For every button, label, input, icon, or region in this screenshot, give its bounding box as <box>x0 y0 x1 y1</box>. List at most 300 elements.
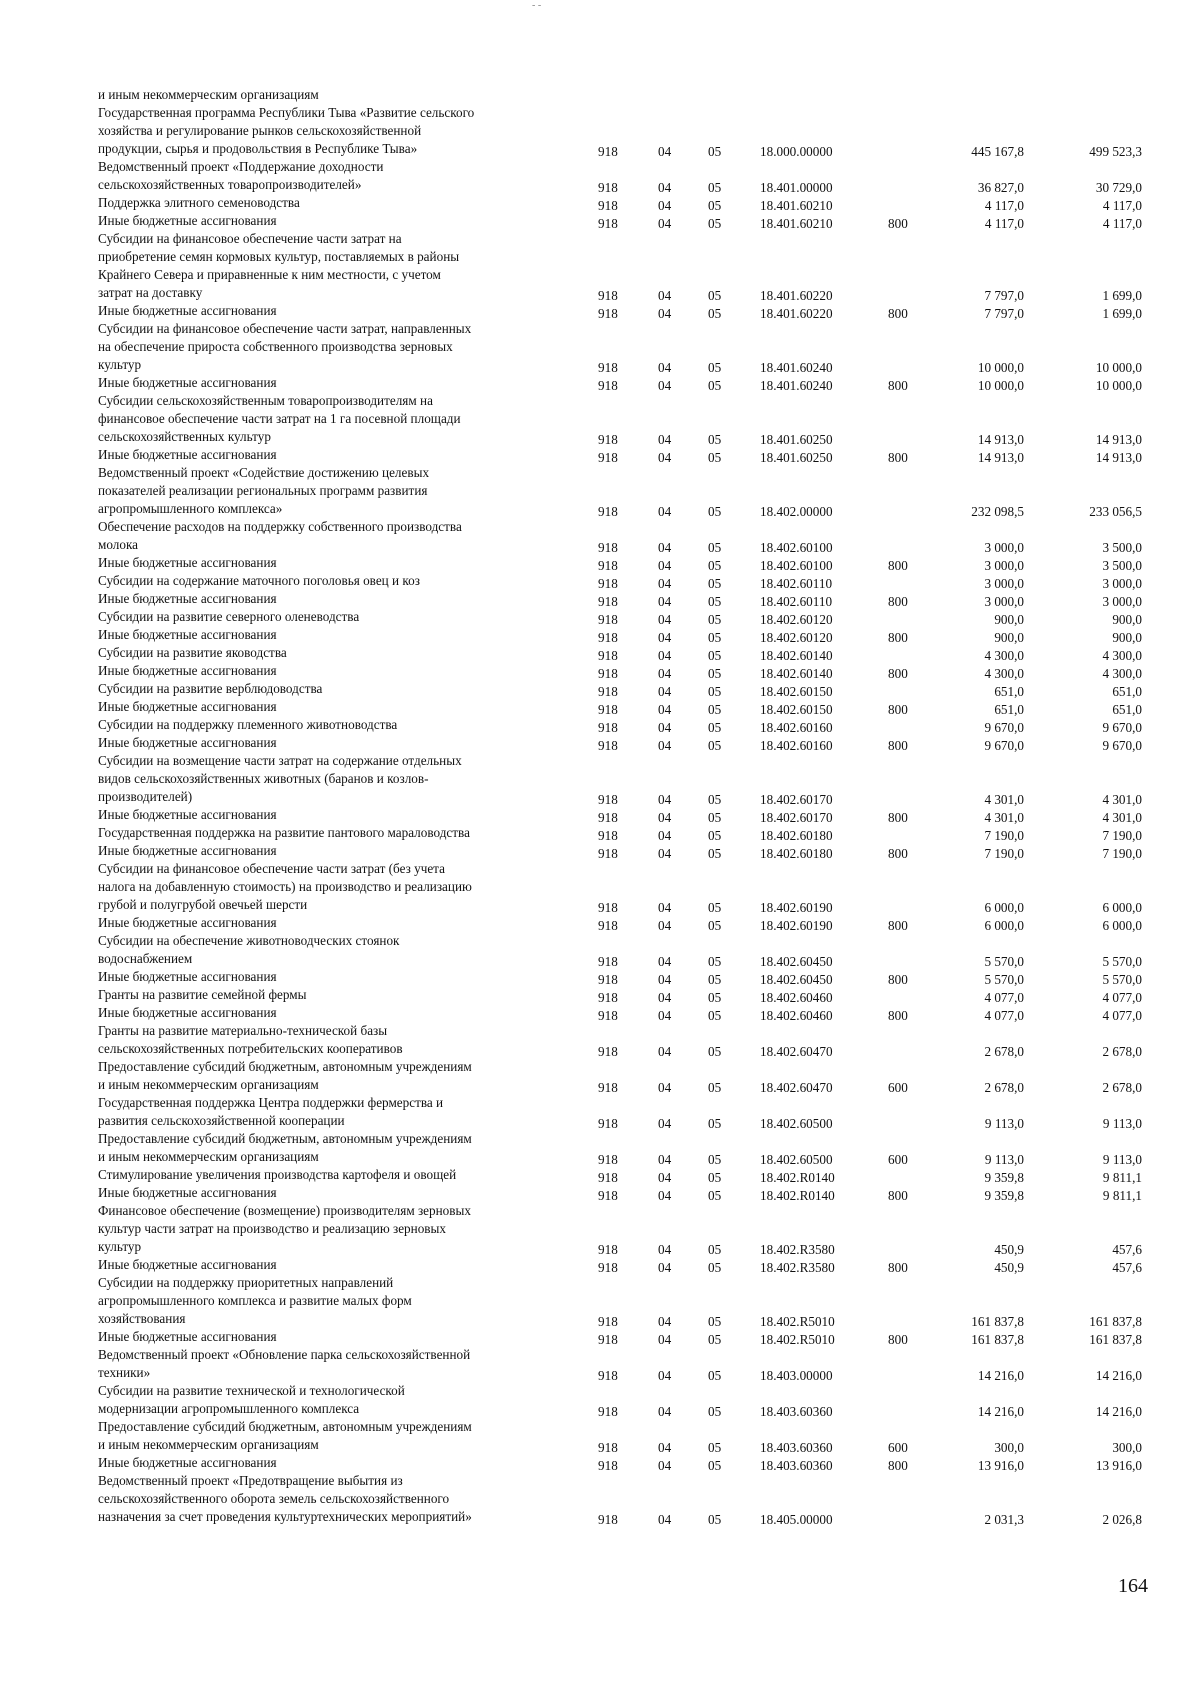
row-name-line: Государственная поддержка Центра поддержки фермерства и <box>98 1095 444 1110</box>
vr-cell: 800 <box>888 810 908 825</box>
gr-cell: 918 <box>598 846 618 861</box>
amount-year1-cell: 900,0 <box>994 612 1024 627</box>
cs-cell: 18.402.60160 <box>760 720 833 735</box>
row-name-line: сельскохозяйственных товаропроизводителей» <box>98 177 362 192</box>
table-row <box>0 968 1200 986</box>
gr-cell: 918 <box>598 1458 618 1473</box>
cs-cell: 18.402.60110 <box>760 594 833 609</box>
row-name-line: Иные бюджетные ассигнования <box>98 627 277 642</box>
row-name-line: Иные бюджетные ассигнования <box>98 699 277 714</box>
table-row <box>0 392 1200 446</box>
amount-year2-cell: 10 000,0 <box>1095 360 1142 375</box>
cs-cell: 18.402.60150 <box>760 684 833 699</box>
row-name-line: и иным некоммерческим организациям <box>98 87 319 102</box>
row-name-line: Гранты на развитие материально-технической базы <box>98 1023 388 1038</box>
amount-year2-cell: 4 300,0 <box>1102 666 1142 681</box>
row-name <box>98 1382 578 1418</box>
row-name-line: Крайнего Севера и приравненные к ним местности, с учетом <box>98 267 441 282</box>
amount-year2-cell: 900,0 <box>1112 612 1142 627</box>
row-name-line: Государственная поддержка на развитие пантового мараловодства <box>98 825 470 840</box>
cs-cell: 18.402.60180 <box>760 828 833 843</box>
rz-cell: 04 <box>658 990 672 1005</box>
row-name-line: Ведомственный проект «Обновление парка сельскохозяйственной <box>98 1347 471 1362</box>
rz-cell: 04 <box>658 612 672 627</box>
row-name-line: продукции, сырья и продовольствия в Республике Тыва» <box>98 141 418 156</box>
amount-year1-cell: 3 000,0 <box>984 558 1024 573</box>
pr-cell: 05 <box>708 612 722 627</box>
gr-cell: 918 <box>598 1368 618 1383</box>
row-name-line: Субсидии на развитие верблюдоводства <box>98 681 323 696</box>
cs-cell: 18.402.60470 <box>760 1044 833 1059</box>
amount-year1-cell: 9 113,0 <box>984 1116 1024 1131</box>
cs-cell: 18.402.60160 <box>760 738 833 753</box>
cs-cell: 18.405.00000 <box>760 1512 833 1527</box>
amount-year1-cell: 36 827,0 <box>977 180 1024 195</box>
vr-cell: 800 <box>888 630 908 645</box>
row-name <box>98 842 578 860</box>
pr-cell: 05 <box>708 990 722 1005</box>
table-row <box>0 1274 1200 1328</box>
vr-cell: 800 <box>888 558 908 573</box>
rz-cell: 04 <box>658 378 672 393</box>
rz-cell: 04 <box>658 1008 672 1023</box>
amount-year2-cell: 9 113,0 <box>1102 1152 1142 1167</box>
table-row <box>0 716 1200 734</box>
amount-year1-cell: 4 300,0 <box>984 666 1024 681</box>
amount-year1-cell: 7 797,0 <box>984 288 1024 303</box>
row-name-line: сельскохозяйственных потребительских кооперативов <box>98 1041 403 1056</box>
amount-year1-cell: 3 000,0 <box>984 540 1024 555</box>
row-name-line: молока <box>98 537 139 552</box>
row-name <box>98 374 578 392</box>
pr-cell: 05 <box>708 450 722 465</box>
pr-cell: 05 <box>708 792 722 807</box>
row-name <box>98 1346 578 1382</box>
cs-cell: 18.000.00000 <box>760 144 833 159</box>
amount-year1-cell: 3 000,0 <box>984 576 1024 591</box>
pr-cell: 05 <box>708 360 722 375</box>
gr-cell: 918 <box>598 1044 618 1059</box>
rz-cell: 04 <box>658 360 672 375</box>
table-row <box>0 626 1200 644</box>
table-row <box>0 1472 1200 1526</box>
gr-cell: 918 <box>598 1170 618 1185</box>
table-row <box>0 1454 1200 1472</box>
amount-year1-cell: 2 031,3 <box>984 1512 1024 1527</box>
row-name-line: хозяйствования <box>98 1311 186 1326</box>
amount-year1-cell: 4 117,0 <box>984 216 1024 231</box>
amount-year1-cell: 300,0 <box>994 1440 1024 1455</box>
amount-year2-cell: 3 000,0 <box>1102 594 1142 609</box>
amount-year1-cell: 2 678,0 <box>984 1044 1024 1059</box>
gr-cell: 918 <box>598 1314 618 1329</box>
pr-cell: 05 <box>708 1008 722 1023</box>
gr-cell: 918 <box>598 1512 618 1527</box>
gr-cell: 918 <box>598 594 618 609</box>
row-name-line: агропромышленного комплекса и развитие малых форм <box>98 1293 412 1308</box>
pr-cell: 05 <box>708 738 722 753</box>
vr-cell: 800 <box>888 702 908 717</box>
gr-cell: 918 <box>598 1152 618 1167</box>
row-name <box>98 662 578 680</box>
rz-cell: 04 <box>658 918 672 933</box>
pr-cell: 05 <box>708 846 722 861</box>
gr-cell: 918 <box>598 1260 618 1275</box>
table-row <box>0 824 1200 842</box>
cs-cell: 18.401.60250 <box>760 450 833 465</box>
pr-cell: 05 <box>708 972 722 987</box>
rz-cell: 04 <box>658 1260 672 1275</box>
pr-cell: 05 <box>708 144 722 159</box>
rz-cell: 04 <box>658 594 672 609</box>
table-row <box>0 1328 1200 1346</box>
amount-year2-cell: 651,0 <box>1112 684 1142 699</box>
gr-cell: 918 <box>598 288 618 303</box>
rz-cell: 04 <box>658 144 672 159</box>
amount-year2-cell: 5 570,0 <box>1102 954 1142 969</box>
amount-year1-cell: 4 077,0 <box>984 1008 1024 1023</box>
amount-year2-cell: 14 216,0 <box>1095 1404 1142 1419</box>
amount-year1-cell: 10 000,0 <box>977 360 1024 375</box>
rz-cell: 04 <box>658 216 672 231</box>
amount-year2-cell: 1 699,0 <box>1102 288 1142 303</box>
pr-cell: 05 <box>708 576 722 591</box>
gr-cell: 918 <box>598 972 618 987</box>
amount-year2-cell: 3 500,0 <box>1102 558 1142 573</box>
row-name-line: хозяйства и регулирование рынков сельскохозяйственной <box>98 123 422 138</box>
amount-year2-cell: 4 117,0 <box>1102 216 1142 231</box>
amount-year2-cell: 2 678,0 <box>1102 1080 1142 1095</box>
amount-year2-cell: 2 026,8 <box>1102 1512 1142 1527</box>
rz-cell: 04 <box>658 702 672 717</box>
table-row <box>0 464 1200 518</box>
amount-year2-cell: 651,0 <box>1112 702 1142 717</box>
rz-cell: 04 <box>658 504 672 519</box>
row-name-line: Иные бюджетные ассигнования <box>98 375 277 390</box>
table-row <box>0 662 1200 680</box>
row-name-line: агропромышленного комплекса» <box>98 501 283 516</box>
cs-cell: 18.402.60460 <box>760 990 833 1005</box>
pr-cell: 05 <box>708 540 722 555</box>
amount-year2-cell: 3 500,0 <box>1102 540 1142 555</box>
gr-cell: 918 <box>598 1440 618 1455</box>
row-name-line: Иные бюджетные ассигнования <box>98 663 277 678</box>
pr-cell: 05 <box>708 216 722 231</box>
table-row <box>0 1202 1200 1256</box>
gr-cell: 918 <box>598 702 618 717</box>
amount-year1-cell: 5 570,0 <box>984 954 1024 969</box>
amount-year2-cell: 4 300,0 <box>1102 648 1142 663</box>
gr-cell: 918 <box>598 900 618 915</box>
table-row <box>0 572 1200 590</box>
rz-cell: 04 <box>658 1188 672 1203</box>
cs-cell: 18.402.60100 <box>760 558 833 573</box>
row-name-line: Субсидии сельскохозяйственным товаропроизводителям на <box>98 393 433 408</box>
amount-year1-cell: 900,0 <box>994 630 1024 645</box>
table-row <box>0 320 1200 374</box>
row-name-line: и иным некоммерческим организациям <box>98 1437 319 1452</box>
gr-cell: 918 <box>598 684 618 699</box>
gr-cell: 918 <box>598 558 618 573</box>
gr-cell: 918 <box>598 504 618 519</box>
cs-cell: 18.402.60100 <box>760 540 833 555</box>
rz-cell: 04 <box>658 198 672 213</box>
row-name-line: финансовое обеспечение части затрат на 1 га посевной площади <box>98 411 461 426</box>
cs-cell: 18.402.R5010 <box>760 1314 835 1329</box>
amount-year2-cell: 10 000,0 <box>1095 378 1142 393</box>
row-name-line: Предоставление субсидий бюджетным, автономным учреждениям <box>98 1131 472 1146</box>
pr-cell: 05 <box>708 918 722 933</box>
cs-cell: 18.401.60250 <box>760 432 833 447</box>
row-name-line: Субсидии на финансовое обеспечение части затрат (без учета <box>98 861 445 876</box>
amount-year1-cell: 14 913,0 <box>977 432 1024 447</box>
row-name-line: модернизации агропромышленного комплекса <box>98 1401 360 1416</box>
gr-cell: 918 <box>598 918 618 933</box>
pr-cell: 05 <box>708 1242 722 1257</box>
page-number: 164 <box>1118 1575 1148 1597</box>
row-name-line: Гранты на развитие семейной фермы <box>98 987 307 1002</box>
pr-cell: 05 <box>708 810 722 825</box>
row-name <box>98 1184 578 1202</box>
row-name <box>98 230 578 302</box>
pr-cell: 05 <box>708 1332 722 1347</box>
vr-cell: 800 <box>888 306 908 321</box>
row-name-line: сельскохозяйственного оборота земель сельскохозяйственного <box>98 1491 450 1506</box>
cs-cell: 18.402.60460 <box>760 1008 833 1023</box>
row-name-line: Иные бюджетные ассигнования <box>98 915 277 930</box>
row-name-line: Иные бюджетные ассигнования <box>98 969 277 984</box>
cs-cell: 18.402.60180 <box>760 846 833 861</box>
gr-cell: 918 <box>598 306 618 321</box>
row-name <box>98 1058 578 1094</box>
row-name-line: затрат на доставку <box>98 285 203 300</box>
table-row <box>0 734 1200 752</box>
cs-cell: 18.401.60210 <box>760 198 833 213</box>
row-name <box>98 644 578 662</box>
vr-cell: 600 <box>888 1152 908 1167</box>
amount-year1-cell: 13 916,0 <box>977 1458 1024 1473</box>
vr-cell: 600 <box>888 1080 908 1095</box>
table-row <box>0 374 1200 392</box>
row-name-line: Субсидии на финансовое обеспечение части затрат на <box>98 231 402 246</box>
amount-year1-cell: 5 570,0 <box>984 972 1024 987</box>
cs-cell: 18.403.00000 <box>760 1368 833 1383</box>
rz-cell: 04 <box>658 792 672 807</box>
row-name-line: Обеспечение расходов на поддержку собственного производства <box>98 519 462 534</box>
gr-cell: 918 <box>598 738 618 753</box>
row-name-line: Ведомственный проект «Поддержание доходности <box>98 159 384 174</box>
table-row <box>0 986 1200 1004</box>
gr-cell: 918 <box>598 720 618 735</box>
row-name-line: Субсидии на развитие северного оленеводства <box>98 609 360 624</box>
cs-cell: 18.402.R3580 <box>760 1260 835 1275</box>
cs-cell: 18.401.60220 <box>760 306 833 321</box>
row-name-line: Иные бюджетные ассигнования <box>98 1329 277 1344</box>
rz-cell: 04 <box>658 1152 672 1167</box>
vr-cell: 800 <box>888 216 908 231</box>
row-name-line: Субсидии на поддержку приоритетных направлений <box>98 1275 394 1290</box>
table-row <box>0 1022 1200 1058</box>
amount-year1-cell: 14 216,0 <box>977 1368 1024 1383</box>
amount-year1-cell: 14 913,0 <box>977 450 1024 465</box>
cs-cell: 18.402.60110 <box>760 576 833 591</box>
vr-cell: 800 <box>888 1188 908 1203</box>
pr-cell: 05 <box>708 1044 722 1059</box>
row-name <box>98 104 578 158</box>
pr-cell: 05 <box>708 288 722 303</box>
amount-year1-cell: 651,0 <box>994 702 1024 717</box>
table-row <box>0 590 1200 608</box>
row-name-line: Иные бюджетные ассигнования <box>98 807 277 822</box>
gr-cell: 918 <box>598 1008 618 1023</box>
row-name-line: культур части затрат на производство и реализацию зерновых <box>98 1221 446 1236</box>
amount-year1-cell: 7 190,0 <box>984 828 1024 843</box>
gr-cell: 918 <box>598 576 618 591</box>
row-name <box>98 1166 578 1184</box>
gr-cell: 918 <box>598 540 618 555</box>
amount-year2-cell: 161 837,8 <box>1089 1332 1142 1347</box>
gr-cell: 918 <box>598 1332 618 1347</box>
table-row <box>0 446 1200 464</box>
amount-year1-cell: 4 300,0 <box>984 648 1024 663</box>
cs-cell: 18.401.60220 <box>760 288 833 303</box>
pr-cell: 05 <box>708 648 722 663</box>
table-row <box>0 1346 1200 1382</box>
row-name-line: Иные бюджетные ассигнования <box>98 213 277 228</box>
cs-cell: 18.402.60170 <box>760 792 833 807</box>
row-name-line: Субсидии на развитие технической и технологической <box>98 1383 405 1398</box>
gr-cell: 918 <box>598 666 618 681</box>
cs-cell: 18.402.60190 <box>760 900 833 915</box>
amount-year1-cell: 9 113,0 <box>984 1152 1024 1167</box>
row-name-line: Ведомственный проект «Содействие достижению целевых <box>98 465 430 480</box>
rz-cell: 04 <box>658 306 672 321</box>
cs-cell: 18.402.60450 <box>760 972 833 987</box>
amount-year1-cell: 450,9 <box>994 1260 1024 1275</box>
row-name-line: на обеспечение прироста собственного производства зерновых <box>98 339 453 354</box>
gr-cell: 918 <box>598 612 618 627</box>
row-name <box>98 734 578 752</box>
rz-cell: 04 <box>658 540 672 555</box>
table-row <box>0 806 1200 824</box>
row-name <box>98 986 578 1004</box>
rz-cell: 04 <box>658 432 672 447</box>
pr-cell: 05 <box>708 684 722 699</box>
row-name <box>98 824 578 842</box>
cs-cell: 18.402.60120 <box>760 612 833 627</box>
rz-cell: 04 <box>658 1170 672 1185</box>
amount-year2-cell: 457,6 <box>1112 1242 1142 1257</box>
row-name-line: Ведомственный проект «Предотвращение выбытия из <box>98 1473 403 1488</box>
cs-cell: 18.402.60170 <box>760 810 833 825</box>
row-name-line: Субсидии на содержание маточного поголовья овец и коз <box>98 573 420 588</box>
row-name-line: Поддержка элитного семеноводства <box>98 195 300 210</box>
row-name <box>98 608 578 626</box>
amount-year2-cell: 30 729,0 <box>1095 180 1142 195</box>
rz-cell: 04 <box>658 1368 672 1383</box>
rz-cell: 04 <box>658 450 672 465</box>
row-name-line: Предоставление субсидий бюджетным, автономным учреждениям <box>98 1419 472 1434</box>
gr-cell: 918 <box>598 648 618 663</box>
rz-cell: 04 <box>658 1116 672 1131</box>
table-row <box>0 104 1200 158</box>
vr-cell: 800 <box>888 846 908 861</box>
scan-mark: - - <box>532 0 542 11</box>
pr-cell: 05 <box>708 702 722 717</box>
row-name-line: Иные бюджетные ассигнования <box>98 1455 277 1470</box>
row-name <box>98 860 578 914</box>
gr-cell: 918 <box>598 630 618 645</box>
table-row <box>0 1166 1200 1184</box>
amount-year1-cell: 6 000,0 <box>984 900 1024 915</box>
amount-year1-cell: 9 359,8 <box>984 1188 1024 1203</box>
amount-year1-cell: 7 797,0 <box>984 306 1024 321</box>
row-name <box>98 626 578 644</box>
row-name-line: грубой и полугрубой овечьей шерсти <box>98 897 308 912</box>
row-name-line: Иные бюджетные ассигнования <box>98 1257 277 1272</box>
cs-cell: 18.402.60140 <box>760 648 833 663</box>
amount-year1-cell: 232 098,5 <box>971 504 1024 519</box>
pr-cell: 05 <box>708 1458 722 1473</box>
cs-cell: 18.402.60120 <box>760 630 833 645</box>
pr-cell: 05 <box>708 666 722 681</box>
pr-cell: 05 <box>708 594 722 609</box>
cs-cell: 18.401.60240 <box>760 360 833 375</box>
amount-year1-cell: 4 077,0 <box>984 990 1024 1005</box>
row-name-line: развития сельскохозяйственной кооперации <box>98 1113 345 1128</box>
gr-cell: 918 <box>598 1404 618 1419</box>
gr-cell: 918 <box>598 180 618 195</box>
table-row <box>0 554 1200 572</box>
row-name <box>98 392 578 446</box>
table-row <box>0 608 1200 626</box>
amount-year2-cell: 4 077,0 <box>1102 990 1142 1005</box>
row-name-line: культур <box>98 1239 142 1254</box>
row-name <box>98 752 578 806</box>
amount-year2-cell: 9 811,1 <box>1102 1170 1142 1185</box>
gr-cell: 918 <box>598 810 618 825</box>
gr-cell: 918 <box>598 144 618 159</box>
row-name-line: и иным некоммерческим организациям <box>98 1149 319 1164</box>
row-name-line: Субсидии на возмещение части затрат на содержание отдельных <box>98 753 462 768</box>
rz-cell: 04 <box>658 828 672 843</box>
row-name-line: Субсидии на финансовое обеспечение части затрат, направленных <box>98 321 472 336</box>
pr-cell: 05 <box>708 1512 722 1527</box>
gr-cell: 918 <box>598 1080 618 1095</box>
pr-cell: 05 <box>708 630 722 645</box>
amount-year1-cell: 161 837,8 <box>971 1314 1024 1329</box>
table-row <box>0 518 1200 554</box>
rz-cell: 04 <box>658 1404 672 1419</box>
gr-cell: 918 <box>598 450 618 465</box>
row-name <box>98 1004 578 1022</box>
amount-year2-cell: 14 913,0 <box>1095 432 1142 447</box>
amount-year2-cell: 4 077,0 <box>1102 1008 1142 1023</box>
table-row <box>0 1130 1200 1166</box>
row-name <box>98 446 578 464</box>
vr-cell: 800 <box>888 450 908 465</box>
amount-year1-cell: 3 000,0 <box>984 594 1024 609</box>
vr-cell: 800 <box>888 972 908 987</box>
rz-cell: 04 <box>658 180 672 195</box>
pr-cell: 05 <box>708 1368 722 1383</box>
table-row <box>0 302 1200 320</box>
row-name-line: Иные бюджетные ассигнования <box>98 555 277 570</box>
row-name-line: налога на добавленную стоимость) на производство и реализацию <box>98 879 472 894</box>
table-row <box>0 1382 1200 1418</box>
row-name-line: показателей реализации региональных программ развития <box>98 483 428 498</box>
vr-cell: 800 <box>888 918 908 933</box>
